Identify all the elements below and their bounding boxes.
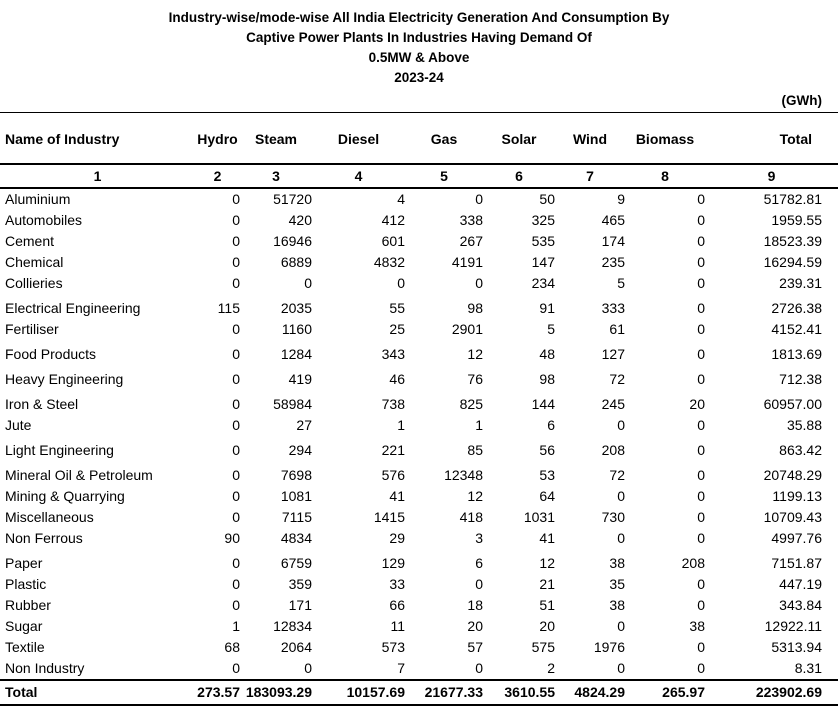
table-row-non-industry: [0, 658, 838, 680]
value-cell: 0: [397, 275, 405, 291]
value-cell: 1: [232, 618, 240, 634]
value-cell: 234: [531, 275, 555, 291]
value-cell: 76: [467, 371, 483, 387]
table-row-aluminium: [0, 188, 838, 210]
industry-name-cell: Jute: [5, 417, 32, 433]
table-row-non-ferrous: [0, 528, 838, 549]
value-cell: 601: [381, 233, 405, 249]
value-cell: 6: [475, 555, 483, 571]
value-cell: 2035: [280, 300, 312, 316]
value-cell: 2901: [451, 321, 483, 337]
column-header-gas: Gas: [405, 113, 483, 165]
table-row-fertiliser: [0, 319, 838, 340]
column-header-biomass: Biomass: [625, 113, 705, 165]
value-cell: 2726.38: [771, 300, 822, 316]
table-row-rubber: [0, 595, 838, 616]
value-cell: 12834: [273, 618, 312, 634]
value-cell: 1: [397, 417, 405, 433]
value-cell: 4832: [373, 254, 405, 270]
value-cell: 0: [232, 212, 240, 228]
value-cell: 208: [681, 555, 705, 571]
value-cell: 6: [547, 417, 555, 433]
table-body: [0, 188, 838, 680]
column-header-solar: Solar: [483, 113, 555, 165]
value-cell: 0: [232, 467, 240, 483]
industry-name-cell: Automobiles: [5, 212, 83, 228]
value-cell: 12: [467, 488, 483, 504]
value-cell: 0: [697, 576, 705, 592]
total-value-cell: 265.97: [625, 680, 705, 705]
value-cell: 0: [697, 371, 705, 387]
value-cell: 0: [697, 639, 705, 655]
value-cell: 46: [389, 371, 405, 387]
value-cell: 0: [697, 530, 705, 546]
column-number-2: 2: [195, 164, 240, 188]
table-row-automobiles: [0, 210, 838, 231]
value-cell: 5: [547, 321, 555, 337]
table-row-food-products: [0, 340, 838, 365]
value-cell: 25: [389, 321, 405, 337]
value-cell: 64: [539, 488, 555, 504]
value-cell: 1976: [593, 639, 625, 655]
value-cell: 98: [539, 371, 555, 387]
value-cell: 51: [539, 597, 555, 613]
table-row-textile: [0, 637, 838, 658]
value-cell: 573: [381, 639, 405, 655]
value-cell: 98: [467, 300, 483, 316]
value-cell: 27: [296, 417, 312, 433]
report-title-line-1: Industry-wise/mode-wise All India Electricity Generation And Consumption By: [168, 10, 670, 25]
value-cell: 147: [531, 254, 555, 270]
value-cell: 127: [601, 346, 625, 362]
value-cell: 0: [697, 254, 705, 270]
value-cell: 20: [539, 618, 555, 634]
value-cell: 174: [601, 233, 625, 249]
value-cell: 56: [539, 442, 555, 458]
value-cell: 0: [697, 509, 705, 525]
value-cell: 0: [232, 442, 240, 458]
value-cell: 0: [232, 509, 240, 525]
value-cell: 38: [689, 618, 705, 634]
total-value-cell: 223902.69: [705, 680, 838, 705]
industry-name-cell: Textile: [5, 639, 45, 655]
value-cell: 1959.55: [771, 212, 822, 228]
value-cell: 576: [381, 467, 405, 483]
industry-name-cell: Aluminium: [5, 191, 71, 207]
value-cell: 465: [601, 212, 625, 228]
value-cell: 343: [381, 346, 405, 362]
value-cell: 0: [232, 233, 240, 249]
value-cell: 91: [539, 300, 555, 316]
value-cell: 221: [381, 442, 405, 458]
table-row-light-engineering: [0, 436, 838, 461]
value-cell: 0: [232, 371, 240, 387]
value-cell: 7151.87: [771, 555, 822, 571]
value-cell: 4191: [451, 254, 483, 270]
value-cell: 0: [697, 442, 705, 458]
value-cell: 0: [697, 275, 705, 291]
industry-name-cell: Food Products: [5, 346, 97, 362]
value-cell: 6759: [280, 555, 312, 571]
value-cell: 0: [697, 300, 705, 316]
value-cell: 863.42: [779, 442, 822, 458]
value-cell: 10709.43: [763, 509, 822, 525]
table-row-heavy-engineering: [0, 365, 838, 390]
table-row-collieries: [0, 273, 838, 294]
value-cell: 325: [531, 212, 555, 228]
value-cell: 7698: [280, 467, 312, 483]
value-cell: 129: [381, 555, 405, 571]
value-cell: 85: [467, 442, 483, 458]
industry-name-cell: Fertiliser: [5, 321, 59, 337]
value-cell: 5313.94: [771, 639, 822, 655]
industry-name-cell: Non Ferrous: [5, 530, 83, 546]
value-cell: 29: [389, 530, 405, 546]
value-cell: 18: [467, 597, 483, 613]
value-cell: 1415: [373, 509, 405, 525]
value-cell: 0: [617, 488, 625, 504]
value-cell: 35: [609, 576, 625, 592]
value-cell: 7115: [281, 509, 312, 525]
value-cell: 0: [697, 233, 705, 249]
value-cell: 0: [232, 396, 240, 412]
table-row-jute: [0, 415, 838, 436]
value-cell: 239.31: [779, 275, 822, 291]
value-cell: 267: [459, 233, 483, 249]
value-cell: 51720: [273, 191, 312, 207]
value-cell: 1813.69: [771, 346, 822, 362]
value-cell: 575: [531, 639, 555, 655]
value-cell: 1: [475, 417, 483, 433]
value-cell: 7: [397, 660, 405, 676]
value-cell: 48: [539, 346, 555, 362]
industry-name-cell: Mining & Quarrying: [5, 488, 125, 504]
total-value-cell: 10157.69: [312, 680, 405, 705]
value-cell: 418: [459, 509, 483, 525]
value-cell: 825: [459, 396, 483, 412]
unit-label: (GWh): [781, 93, 822, 108]
value-cell: 55: [389, 300, 405, 316]
table-row-iron-steel: [0, 390, 838, 415]
column-number-4: 4: [312, 164, 405, 188]
value-cell: 4997.76: [771, 530, 822, 546]
industry-name-cell: Electrical Engineering: [5, 300, 141, 316]
value-cell: 4: [397, 191, 405, 207]
value-cell: 8.31: [794, 660, 822, 676]
value-cell: 447.19: [779, 576, 822, 592]
value-cell: 0: [475, 576, 483, 592]
value-cell: 66: [389, 597, 405, 613]
value-cell: 57: [467, 639, 483, 655]
column-header-diesel: Diesel: [312, 113, 405, 165]
value-cell: 0: [697, 212, 705, 228]
value-cell: 0: [697, 321, 705, 337]
table-row-sugar: [0, 616, 838, 637]
value-cell: 730: [601, 509, 625, 525]
value-cell: 9: [617, 191, 625, 207]
table-row-chemical: [0, 252, 838, 273]
value-cell: 0: [232, 555, 240, 571]
value-cell: 419: [288, 371, 312, 387]
table-row-miscellaneous: [0, 507, 838, 528]
industry-name-cell: Miscellaneous: [5, 509, 94, 525]
value-cell: 412: [381, 212, 405, 228]
value-cell: 0: [697, 660, 705, 676]
industry-name-cell: Light Engineering: [5, 442, 114, 458]
value-cell: 0: [617, 530, 625, 546]
value-cell: 4834: [280, 530, 312, 546]
column-header-steam: Steam: [240, 113, 312, 165]
value-cell: 1081: [280, 488, 312, 504]
value-cell: 0: [232, 417, 240, 433]
value-cell: 333: [601, 300, 625, 316]
value-cell: 171: [288, 597, 312, 613]
value-cell: 338: [459, 212, 483, 228]
value-cell: 0: [617, 618, 625, 634]
value-cell: 0: [232, 346, 240, 362]
value-cell: 235: [601, 254, 625, 270]
value-cell: 11: [390, 618, 405, 634]
value-cell: 0: [697, 346, 705, 362]
value-cell: 0: [697, 417, 705, 433]
value-cell: 38: [609, 597, 625, 613]
industry-name-cell: Mineral Oil & Petroleum: [5, 467, 153, 483]
value-cell: 420: [288, 212, 312, 228]
industry-name-cell: Cement: [5, 233, 55, 249]
value-cell: 16294.59: [763, 254, 822, 270]
report-title-line-2: Captive Power Plants In Industries Having Demand Of: [246, 30, 592, 45]
column-number-row: [0, 164, 838, 188]
column-header-name-of-industry: Name of Industry: [0, 113, 195, 165]
value-cell: 0: [232, 254, 240, 270]
total-value-cell: 273.57: [195, 680, 240, 705]
value-cell: 0: [475, 660, 483, 676]
value-cell: 90: [224, 530, 240, 546]
value-cell: 0: [617, 660, 625, 676]
value-cell: 1160: [281, 321, 312, 337]
industry-name-cell: Iron & Steel: [5, 396, 79, 412]
column-header-total: Total: [705, 113, 838, 165]
table-row-paper: [0, 549, 838, 574]
value-cell: 359: [288, 576, 312, 592]
column-number-9: 9: [705, 164, 838, 188]
value-cell: 0: [697, 488, 705, 504]
value-cell: 60957.00: [763, 396, 822, 412]
value-cell: 21: [539, 576, 555, 592]
value-cell: 0: [232, 191, 240, 207]
electricity-generation-table: [0, 112, 838, 706]
value-cell: 4152.41: [771, 321, 822, 337]
value-cell: 2064: [280, 639, 312, 655]
column-number-7: 7: [555, 164, 625, 188]
value-cell: 12: [467, 346, 483, 362]
value-cell: 738: [381, 396, 405, 412]
table-row-cement: [0, 231, 838, 252]
value-cell: 12: [539, 555, 555, 571]
table-row-electrical-engineering: [0, 294, 838, 319]
value-cell: 3: [475, 530, 483, 546]
table-row-mining-quarrying: [0, 486, 838, 507]
value-cell: 245: [601, 396, 625, 412]
value-cell: 0: [232, 321, 240, 337]
table-row-mineral-oil-petroleum: [0, 461, 838, 486]
value-cell: 20: [689, 396, 705, 412]
industry-name-cell: Plastic: [5, 576, 47, 592]
total-value-cell: 4824.29: [555, 680, 625, 705]
industry-name-cell: Non Industry: [5, 660, 85, 676]
report-title: [0, 8, 838, 88]
value-cell: 294: [288, 442, 312, 458]
column-header-wind: Wind: [555, 113, 625, 165]
total-value-cell: 21677.33: [405, 680, 483, 705]
value-cell: 144: [531, 396, 555, 412]
value-cell: 5: [617, 275, 625, 291]
total-label-cell: Total: [0, 680, 195, 705]
value-cell: 0: [697, 191, 705, 207]
value-cell: 0: [697, 467, 705, 483]
value-cell: 1199.13: [772, 488, 822, 504]
value-cell: 38: [609, 555, 625, 571]
industry-name-cell: Rubber: [5, 597, 51, 613]
column-number-6: 6: [483, 164, 555, 188]
column-number-3: 3: [240, 164, 312, 188]
value-cell: 1284: [280, 346, 312, 362]
value-cell: 53: [539, 467, 555, 483]
value-cell: 20748.29: [763, 467, 822, 483]
value-cell: 68: [224, 639, 240, 655]
total-value-cell: 183093.29: [240, 680, 312, 705]
value-cell: 0: [697, 597, 705, 613]
value-cell: 50: [539, 191, 555, 207]
value-cell: 6889: [280, 254, 312, 270]
value-cell: 35.88: [786, 417, 822, 433]
industry-name-cell: Sugar: [5, 618, 43, 634]
value-cell: 16946: [273, 233, 312, 249]
table-header-row: [0, 113, 838, 165]
value-cell: 0: [304, 660, 312, 676]
table-total-row: [0, 680, 838, 705]
value-cell: 33: [389, 576, 405, 592]
value-cell: 58984: [273, 396, 312, 412]
value-cell: 343.84: [779, 597, 822, 613]
industry-name-cell: Chemical: [5, 254, 64, 270]
value-cell: 535: [531, 233, 555, 249]
value-cell: 72: [609, 467, 625, 483]
value-cell: 61: [609, 321, 625, 337]
industry-name-cell: Paper: [5, 555, 43, 571]
value-cell: 0: [232, 488, 240, 504]
value-cell: 0: [304, 275, 312, 291]
value-cell: 72: [609, 371, 625, 387]
value-cell: 18523.39: [763, 233, 822, 249]
value-cell: 208: [601, 442, 625, 458]
value-cell: 0: [232, 576, 240, 592]
value-cell: 12348: [444, 467, 483, 483]
value-cell: 0: [232, 660, 240, 676]
industry-name-cell: Heavy Engineering: [5, 371, 124, 387]
value-cell: 2: [547, 660, 555, 676]
value-cell: 51782.81: [763, 191, 822, 207]
value-cell: 12922.11: [764, 618, 822, 634]
table-row-plastic: [0, 574, 838, 595]
value-cell: 115: [217, 300, 240, 316]
report-title-line-3: 0.5MW & Above: [368, 50, 470, 65]
value-cell: 0: [232, 275, 240, 291]
value-cell: 0: [232, 597, 240, 613]
column-header-hydro: Hydro: [195, 113, 240, 165]
report-title-line-4: 2023-24: [394, 70, 444, 85]
value-cell: 0: [475, 275, 483, 291]
value-cell: 41: [389, 488, 405, 504]
value-cell: 1031: [523, 509, 555, 525]
value-cell: 0: [475, 191, 483, 207]
column-number-1: 1: [0, 164, 195, 188]
total-value-cell: 3610.55: [483, 680, 555, 705]
industry-name-cell: Collieries: [5, 275, 63, 291]
column-number-8: 8: [625, 164, 705, 188]
value-cell: 0: [617, 417, 625, 433]
value-cell: 41: [539, 530, 555, 546]
column-number-5: 5: [405, 164, 483, 188]
value-cell: 712.38: [779, 371, 822, 387]
value-cell: 20: [467, 618, 483, 634]
